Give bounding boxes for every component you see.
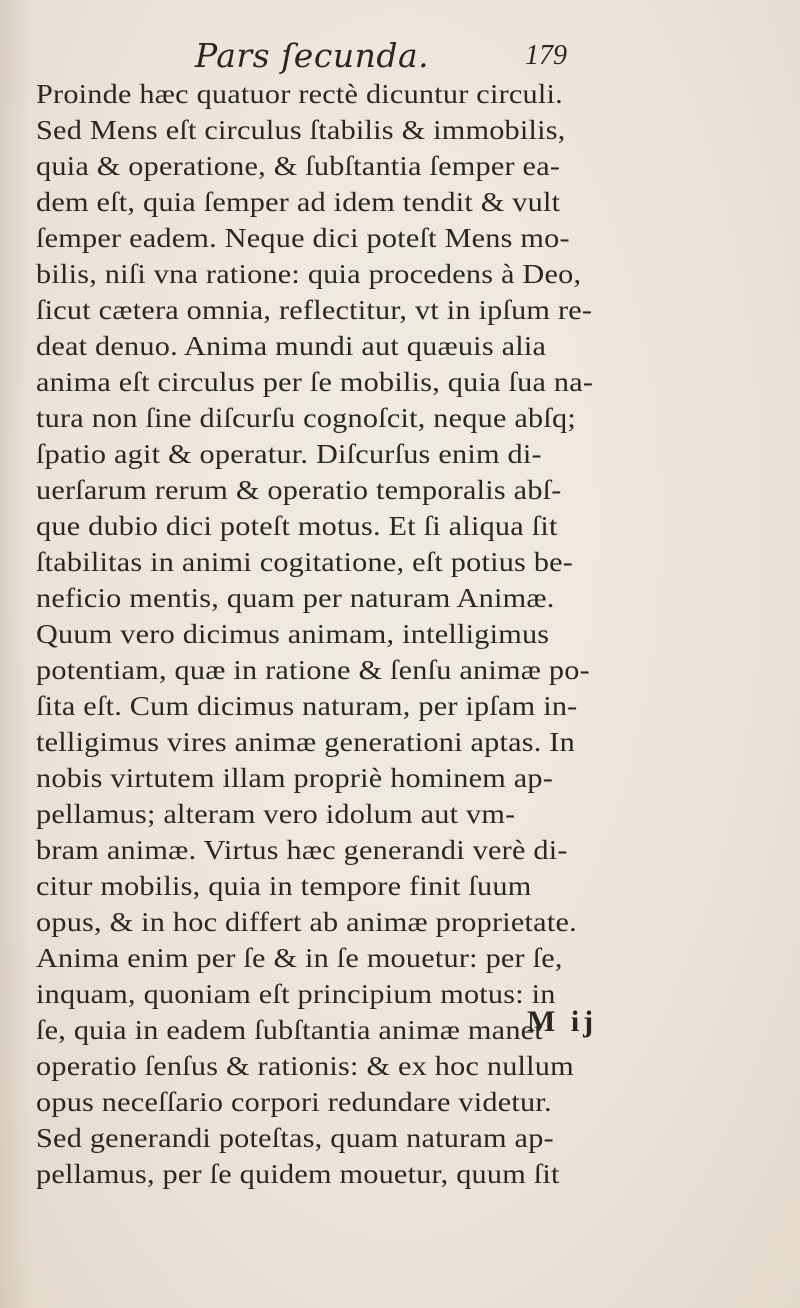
text-line: que dubio dici poteſt motus. Et ſi aliqua ſit (36, 511, 558, 541)
page-number: 179 (525, 40, 567, 71)
text-line: opus neceſſario corpori redundare videtur. (36, 1087, 552, 1117)
text-line: pellamus; alteram vero idolum aut vm- (36, 799, 516, 829)
running-head: Pars ſecunda. (195, 36, 430, 75)
body-text (36, 76, 776, 1192)
text-line: potentiam, quæ in ratione & ſenſu animæ po- (36, 655, 590, 685)
text-line: ſtabilitas in animi cogitatione, eſt potius be- (36, 547, 574, 577)
text-line: pellamus, per ſe quidem mouetur, quum ſit (36, 1159, 560, 1189)
text-line: bram animæ. Virtus hæc generandi verè di- (36, 835, 568, 865)
text-line: Proinde hæc quatuor rectè dicuntur circuli. (36, 79, 563, 109)
text-line: ſicut cætera omnia, reflectitur, vt in ipſum re- (36, 295, 593, 325)
signature-mark: M ij (527, 1005, 598, 1038)
text-line: tura non ſine diſcurſu cognoſcit, neque abſq; (36, 403, 576, 433)
text-line: opus, & in hoc differt ab animæ proprietate. (36, 907, 577, 937)
text-line: neficio mentis, quam per naturam Animæ. (36, 583, 555, 613)
text-line: ſita eſt. Cum dicimus naturam, per ipſam in- (36, 691, 578, 721)
text-line: nobis virtutem illam propriè hominem ap- (36, 763, 554, 793)
text-line: ſpatio agit & operatur. Diſcurſus enim di- (36, 439, 542, 469)
text-line: inquam, quoniam eſt principium motus: in (36, 979, 556, 1009)
gutter-shadow (0, 0, 30, 1308)
text-line: Anima enim per ſe & in ſe mouetur: per ſe, (36, 943, 563, 973)
text-line: quia & operatione, & ſubſtantia ſemper ea- (36, 151, 561, 181)
text-line: bilis, niſi vna ratione: quia procedens à Deo, (36, 259, 582, 289)
text-line: dem eſt, quia ſemper ad idem tendit & vult (36, 187, 561, 217)
text-line: deat denuo. Anima mundi aut quæuis alia (36, 331, 547, 361)
text-line: ſe, quia in eadem ſubſtantia animæ manet (36, 1015, 543, 1045)
text-line: telligimus vires animæ generationi aptas. In (36, 727, 575, 757)
text-line: Sed generandi poteſtas, quam naturam ap- (36, 1123, 554, 1153)
text-line: Quum vero dicimus animam, intelligimus (36, 619, 550, 649)
text-line: operatio ſenſus & rationis: & ex hoc nullum (36, 1051, 574, 1081)
text-line: Sed Mens eſt circulus ſtabilis & immobilis, (36, 115, 566, 145)
text-line: anima eſt circulus per ſe mobilis, quia ſua na- (36, 367, 594, 397)
text-line: ſemper eadem. Neque dici poteſt Mens mo- (36, 223, 570, 253)
text-line: uerſarum rerum & operatio temporalis abſ- (36, 475, 562, 505)
text-line: citur mobilis, quia in tempore finit ſuum (36, 871, 532, 901)
